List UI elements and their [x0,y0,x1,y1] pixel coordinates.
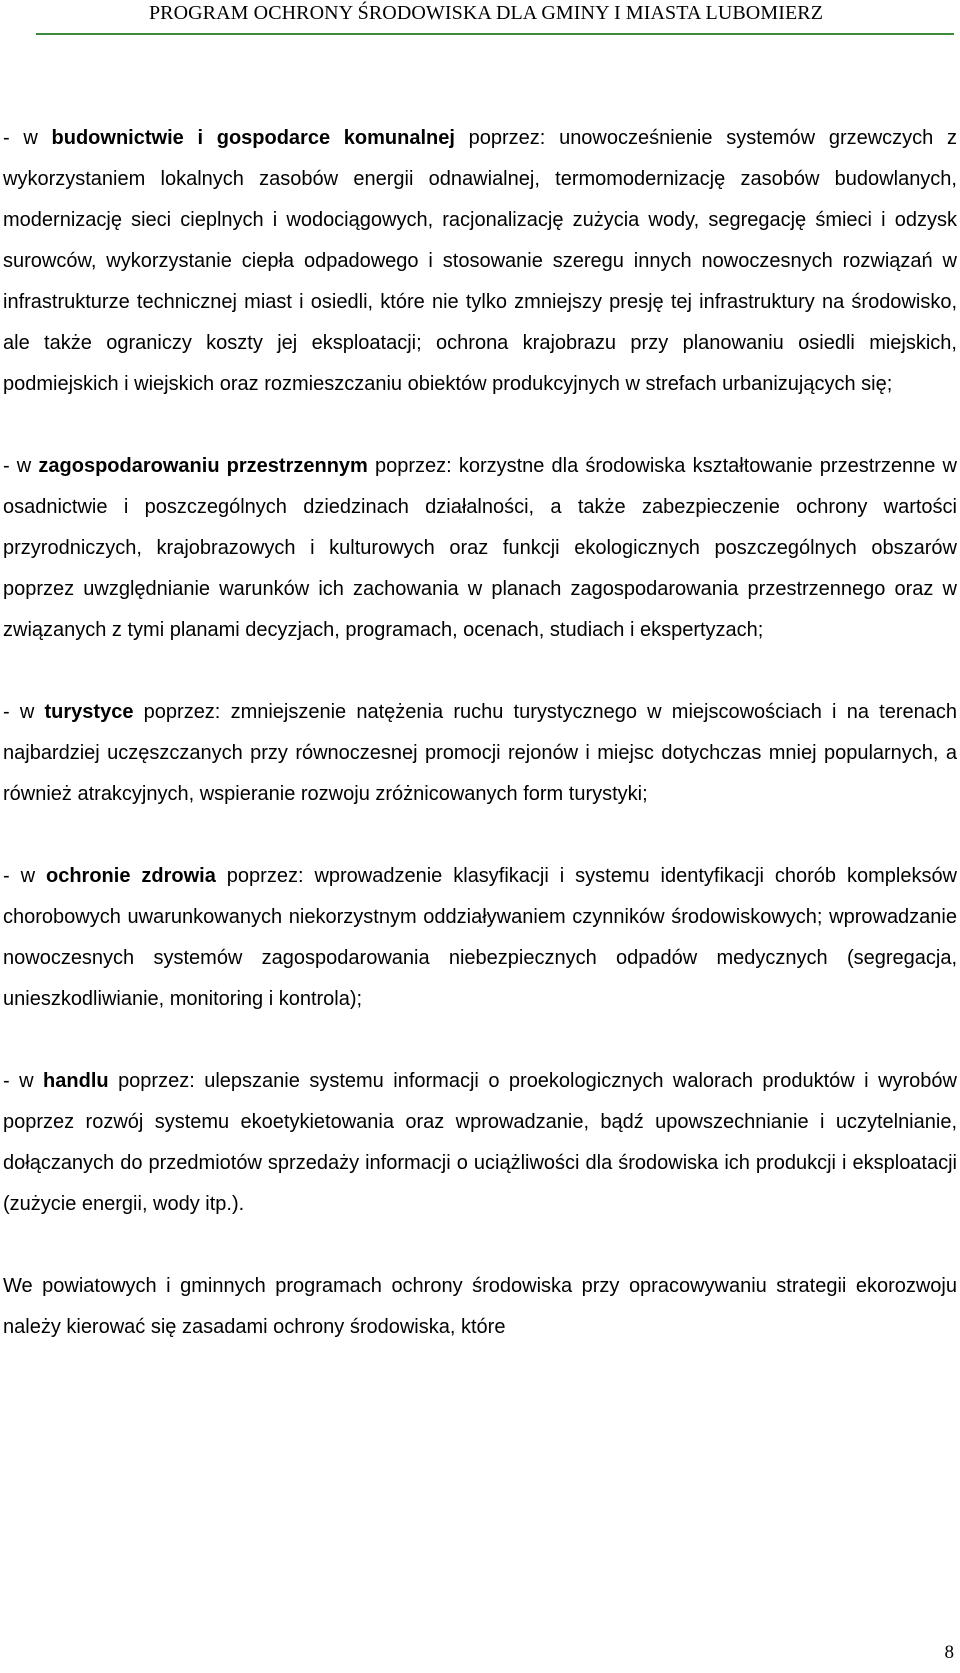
paragraph-text: poprzez: ulepszanie systemu informacji o proekologicznych walorach produktów i wyrobów poprzez rozwój systemu ekoetykietowania oraz wprowadzanie, bądź upowszechnianie i uczytelnianie, dołączanych do przedmiotów sprzedaży informacji o uciążliwości dla środowiska ich produkcji i eksploatacji (zużycie energii, wody itp.). [3,1070,957,1215]
paragraph-prefix: - w [3,455,39,477]
paragraph-text: poprzez: korzystne dla środowiska kształtowanie przestrzenne w osadnictwie i poszczególnych dziedzinach działalności, a także zabezpieczenie ochrony wartości przyrodniczych, krajobrazowych i kulturowych oraz funkcji ekologicznych poszczególnych obszarów poprzez uwzględnianie warunków ich zachowania w planach zagospodarowania przestrzennego oraz w związanych z tymi planami decyzjach, programach, ocenach, studiach i ekspertyzach; [3,455,957,641]
document-title: PROGRAM OCHRONY ŚRODOWISKA DLA GMINY I MIASTA LUBOMIERZ [148,2,824,24]
paragraph-keyword: ochronie zdrowia [46,865,216,887]
paragraph-ochrona-zdrowia [3,856,957,1020]
paragraph-prefix: - w [3,1070,44,1092]
page-header [0,0,960,36]
paragraph-turystyka [3,692,957,815]
paragraph-handel [3,1061,957,1225]
closing-paragraph: We powiatowych i gminnych programach ochrony środowiska przy opracowywaniu strategii ekorozwoju należy kierować się zasadami ochrony środowiska, które [3,1275,957,1338]
paragraph-keyword: turystyce [44,701,134,723]
paragraph-prefix: - w [3,701,45,723]
paragraph-zagospodarowanie [3,446,957,651]
header-divider [36,33,954,35]
paragraph-keyword: budownictwie i gospodarce komunalnej [51,127,455,149]
paragraph-prefix: - w [3,865,46,887]
paragraph-text: poprzez: wprowadzenie klasyfikacji i systemu identyfikacji chorób kompleksów chorobowych uwarunkowanych niekorzystnym oddziaływaniem czynników środowiskowych; wprowadzanie nowoczesnych systemów zagospodarowania niebezpiecznych odpadów medycznych (segregacja, unieszkodliwianie, monitoring i kontrola); [3,865,958,1010]
page-number: 8 [944,1642,954,1663]
paragraph-text: poprzez: unowocześnienie systemów grzewczych z wykorzystaniem lokalnych zasobów energii odnawialnej, termomodernizację zasobów budowlanych, modernizację sieci cieplnych i wodociągowych, racjonalizację zużycia wody, segregację śmieci i odzysk surowców, wykorzystanie ciepła odpadowego i stosowanie szeregu innych nowoczesnych rozwiązań w infrastrukturze technicznej miast i osiedli, które nie tylko zmniejszy presję tej infrastruktury na środowisko, ale także ograniczy koszty jej eksploatacji; ochrona krajobrazu przy planowaniu osiedli miejskich, podmiejskich i wiejskich oraz rozmieszczaniu obiektów produkcyjnych w strefach urbanizujących się; [3,127,958,395]
page-body [3,118,957,1348]
paragraph-prefix: - w [3,127,52,149]
paragraph-budownictwo [3,118,957,405]
paragraph-keyword: handlu [43,1070,109,1092]
paragraph-keyword: zagospodarowaniu przestrzennym [38,455,368,477]
paragraph-text: poprzez: zmniejszenie natężenia ruchu turystycznego w miejscowościach i na terenach najbardziej uczęszczanych przy równoczesnej promocji rejonów i miejsc dotychczas mniej popularnych, a również atrakcyjnych, wspieranie rozwoju zróżnicowanych form turystyki; [3,701,957,805]
